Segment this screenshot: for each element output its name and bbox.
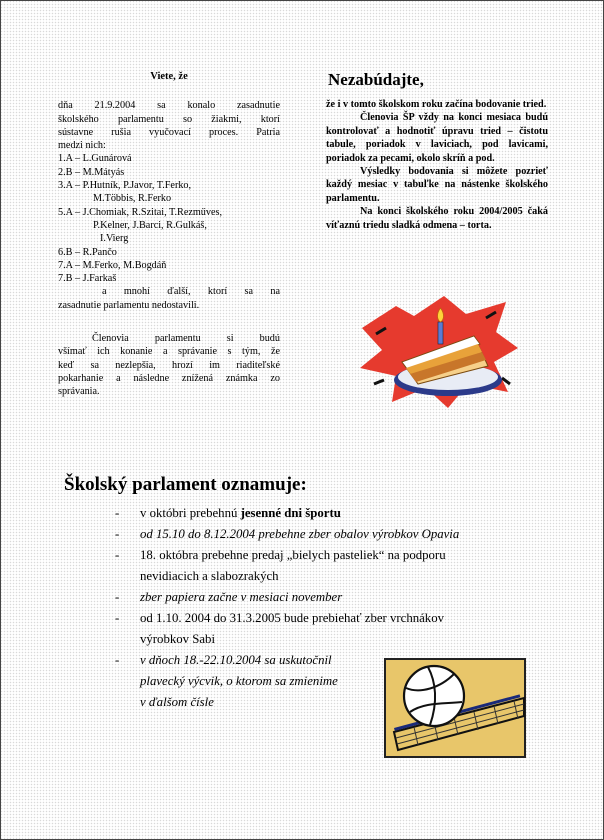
member-line: 3.A – P.Hutník, P.Javor, T.Ferko, bbox=[58, 180, 192, 192]
volleyball-clipart-icon bbox=[384, 658, 526, 758]
list-item: - od 1.10. 2004 do 31.3.2005 bude prebiehať zber vrchnákov výrobkov Sabi bbox=[115, 611, 444, 646]
left-column bbox=[58, 70, 280, 399]
warning-line: správania. bbox=[58, 386, 100, 398]
intro-line: sústavne rušia vyučovací proces. Patria bbox=[58, 126, 280, 138]
warning-paragraph bbox=[58, 332, 280, 398]
member-line: 1.A – L.Gunárová bbox=[58, 153, 132, 165]
member-line: M.Többis, R.Ferko bbox=[93, 193, 172, 205]
member-line: 6.B – R.Pančo bbox=[58, 246, 117, 258]
member-list bbox=[58, 152, 280, 285]
member-line: P.Kelner, J.Barci, R.Gulkáš, bbox=[93, 219, 207, 231]
others-line: a mnohí ďalší, ktorí sa na bbox=[102, 286, 280, 298]
list-item: - v októbri prebehnú jesenné dni športu bbox=[115, 506, 341, 520]
right-paragraph-1: že i v tomto školskom roku začína bodovanie tried. bbox=[326, 99, 547, 110]
member-line: 7.A – M.Ferko, M.Bogdáň bbox=[58, 259, 167, 271]
member-line: 2.B – M.Mátyás bbox=[58, 166, 125, 178]
list-item: - 18. októbra prebehne predaj „bielych pasteliek“ na podporu nevidiacich a slabozrakých bbox=[115, 548, 446, 583]
right-paragraph-2: Členovia ŠP vždy na konci mesiaca budú kontrolovať a hodnotiť úpravu tried – čistotu tabule, poriadok v laviciach, pod lavicami, poriadok za pecami, okolo skríň a pod. bbox=[326, 112, 548, 164]
right-paragraph-3: Výsledky bodovania si môžete pozrieť každý mesiac v tabuľke na nástenke školského parlamentu. bbox=[326, 166, 548, 204]
member-line: 7.B – J.Farkaš bbox=[58, 273, 117, 285]
warning-line: pokarhanie a následne znížená známka zo bbox=[58, 372, 280, 384]
intro-line: školského parlamentu so žiakmi, ktorí bbox=[58, 113, 280, 125]
warning-line: Členovia parlamentu si budú bbox=[92, 333, 280, 345]
list-item: - zber papiera začne v mesiaci november bbox=[115, 590, 343, 604]
left-heading: Viete, že bbox=[150, 71, 188, 82]
warning-line: keď sa nezlepšia, hrozí im riaditeľské bbox=[58, 359, 280, 371]
left-intro bbox=[58, 99, 280, 152]
right-column bbox=[326, 70, 548, 232]
right-heading: Nezabúdajte, bbox=[328, 70, 424, 89]
cake-clipart-icon bbox=[356, 288, 520, 412]
list-item: - od 15.10 do 8.12.2004 prebehne zber obalov výrobkov Opavia bbox=[115, 527, 460, 541]
others-line: zasadnutie parlamentu nedostavili. bbox=[58, 299, 200, 311]
member-line: 5.A – J.Chomiak, R.Szitai, T.Rezműves, bbox=[58, 206, 223, 218]
member-line: I.Vierg bbox=[100, 233, 129, 245]
intro-line: medzi nich: bbox=[58, 140, 106, 152]
list-item: - v dňoch 18.-22.10.2004 sa uskutočnil plavecký výcvik, o ktorom sa zmienime v ďalšom čísle bbox=[115, 653, 338, 709]
warning-line: všímať ich konanie a správanie s tým, že bbox=[58, 346, 280, 358]
right-paragraph-4: Na konci školského roku 2004/2005 čaká víťaznú triedu sladká odmena – torta. bbox=[326, 206, 548, 231]
announce-title: Školský parlament oznamuje: bbox=[64, 474, 307, 495]
intro-line: dňa 21.9.2004 sa konalo zasadnutie bbox=[58, 100, 280, 112]
